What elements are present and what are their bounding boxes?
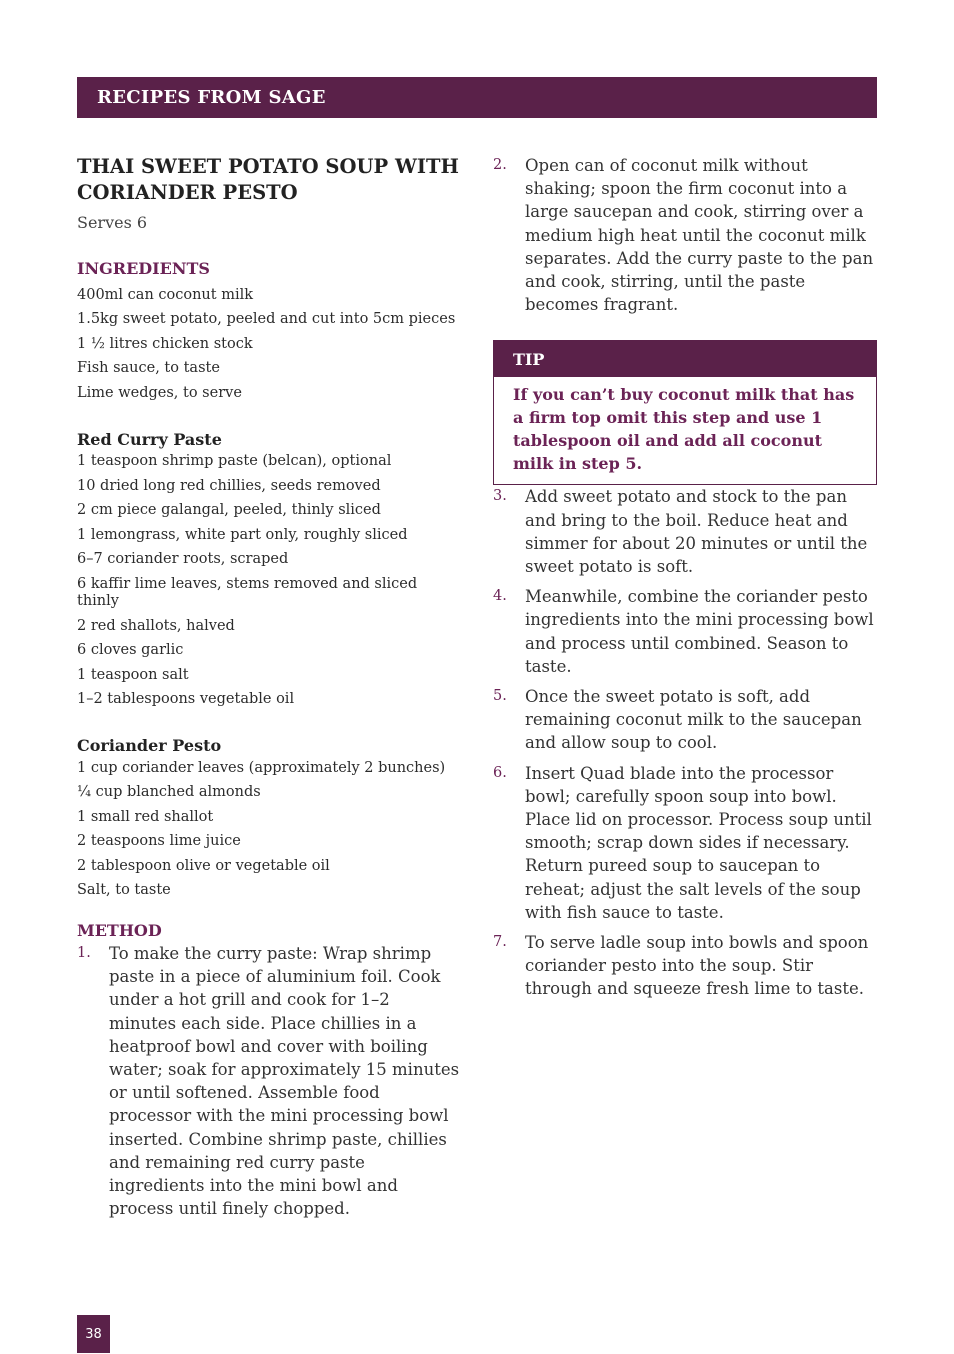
curry-paste-list [77,450,462,713]
step-number: 7. [493,934,507,951]
step-text: To serve ladle soup into bowls and spoon coriander pesto into the soup. Stir through and squeeze fresh lime to taste. [525,933,869,999]
step-number: 2. [493,157,507,173]
curry-paste-item: 2 red shallots, halved [77,617,235,634]
tip-header [494,341,876,377]
step-text: To make the curry paste: Wrap shrimp paste in a piece of aluminium foil. Cook under a hot grill and cook for 1–2 minutes each side. Place chillies in a heatproof bowl and cover with boiling water; soak for approximately 15 minutes or until softened. Assemble food processor with the mini processing bowl inserted. Combine shrimp paste, chillies and remaining red curry paste ingredients into the mini bowl and process until finely chopped. [109,944,460,1219]
pesto-item: 2 tablespoon olive or vegetable oil [77,857,330,874]
step-text: Open can of coconut milk without shaking; spoon the firm coconut into a large saucepan and cook, stirring over a medium high heat until the coconut milk separates. Add the curry paste to the pan and cook, stirring, until the paste becomes fragrant. [525,156,874,315]
pesto-list [77,756,462,903]
method-steps-right-bottom [493,485,883,1000]
ingredient-item: Fish sauce, to taste [77,360,220,376]
pesto-item: Salt, to taste [77,882,171,898]
step-text: Insert Quad blade into the processor bowl; carefully spoon soup into bowl. Place lid on processor. Process soup until smooth; scrap down sides if necessary. Return pureed soup to saucepan to reheat; adjust the salt levels of the soup with fish sauce to taste. [525,763,872,922]
curry-paste-item: 1–2 tablespoons vegetable oil [77,691,295,707]
curry-paste-item: 6–7 coriander roots, scraped [77,551,289,567]
method-step [493,485,883,578]
curry-paste-item: 6 cloves garlic [77,642,184,658]
right-column [493,154,883,1008]
step-number: 1. [77,945,91,961]
curry-paste-item: 2 cm piece galangal, peeled, thinly sliced [77,502,381,518]
serves-text: Serves 6 [77,213,148,232]
step-text: Meanwhile, combine the coriander pesto ingredients into the mini processing bowl and process until combined. Season to taste. [525,587,874,676]
pesto-item: ¼ cup blanched almonds [77,784,261,800]
curry-paste-item: 6 kaffir lime leaves, stems removed and sliced thinly [77,575,418,609]
step-number: 4. [493,588,507,605]
ingredients-heading: INGREDIENTS [77,259,210,278]
left-column [77,154,462,1227]
method-step [493,685,883,755]
curry-paste-item: 1 lemongrass, white part only, roughly sliced [77,526,408,543]
header-band [77,77,877,118]
method-step [493,762,883,924]
header-title: RECIPES FROM SAGE [97,87,326,108]
recipe-title: THAI SWEET POTATO SOUP WITH CORIANDER PESTO [77,155,459,204]
curry-paste-item: 10 dried long red chillies, seeds removed [77,477,381,494]
page-number: 38 [85,1326,102,1342]
method-steps-left [77,942,462,1220]
pesto-item: 2 teaspoons lime juice [77,833,241,849]
method-step [493,931,883,1001]
pesto-item: 1 cup coriander leaves (approximately 2 bunches) [77,759,446,776]
method-step [493,154,883,316]
tip-text: If you can’t buy coconut milk that has a firm top omit this step and use 1 tablespoon oil and add all coconut milk in step 5. [513,385,855,474]
curry-paste-heading: Red Curry Paste [77,429,222,449]
method-step [77,942,462,1220]
step-number: 5. [493,688,507,705]
step-number: 6. [493,764,507,781]
page-number-badge [77,1315,110,1353]
curry-paste-item: 1 teaspoon shrimp paste (belcan), optional [77,453,392,469]
ingredient-item: 1 ½ litres chicken stock [77,335,253,352]
tip-label: TIP [513,349,545,369]
ingredient-item: Lime wedges, to serve [77,384,242,401]
step-text: Add sweet potato and stock to the pan and bring to the boil. Reduce heat and simmer for about 20 minutes or until the sweet potato is soft. [525,487,868,577]
ingredients-list [77,283,462,406]
method-steps-right-top [493,154,883,316]
pesto-heading: Coriander Pesto [77,736,222,755]
ingredient-item: 1.5kg sweet potato, peeled and cut into 5cm pieces [77,311,456,327]
method-heading: METHOD [77,921,162,940]
tip-box [493,340,877,485]
step-number: 3. [493,488,507,505]
pesto-item: 1 small red shallot [77,808,214,825]
step-text: Once the sweet potato is soft, add remaining coconut milk to the saucepan and allow soup to cool. [525,687,862,753]
curry-paste-item: 1 teaspoon salt [77,666,189,683]
method-step [493,585,883,678]
ingredient-item: 400ml can coconut milk [77,286,254,303]
